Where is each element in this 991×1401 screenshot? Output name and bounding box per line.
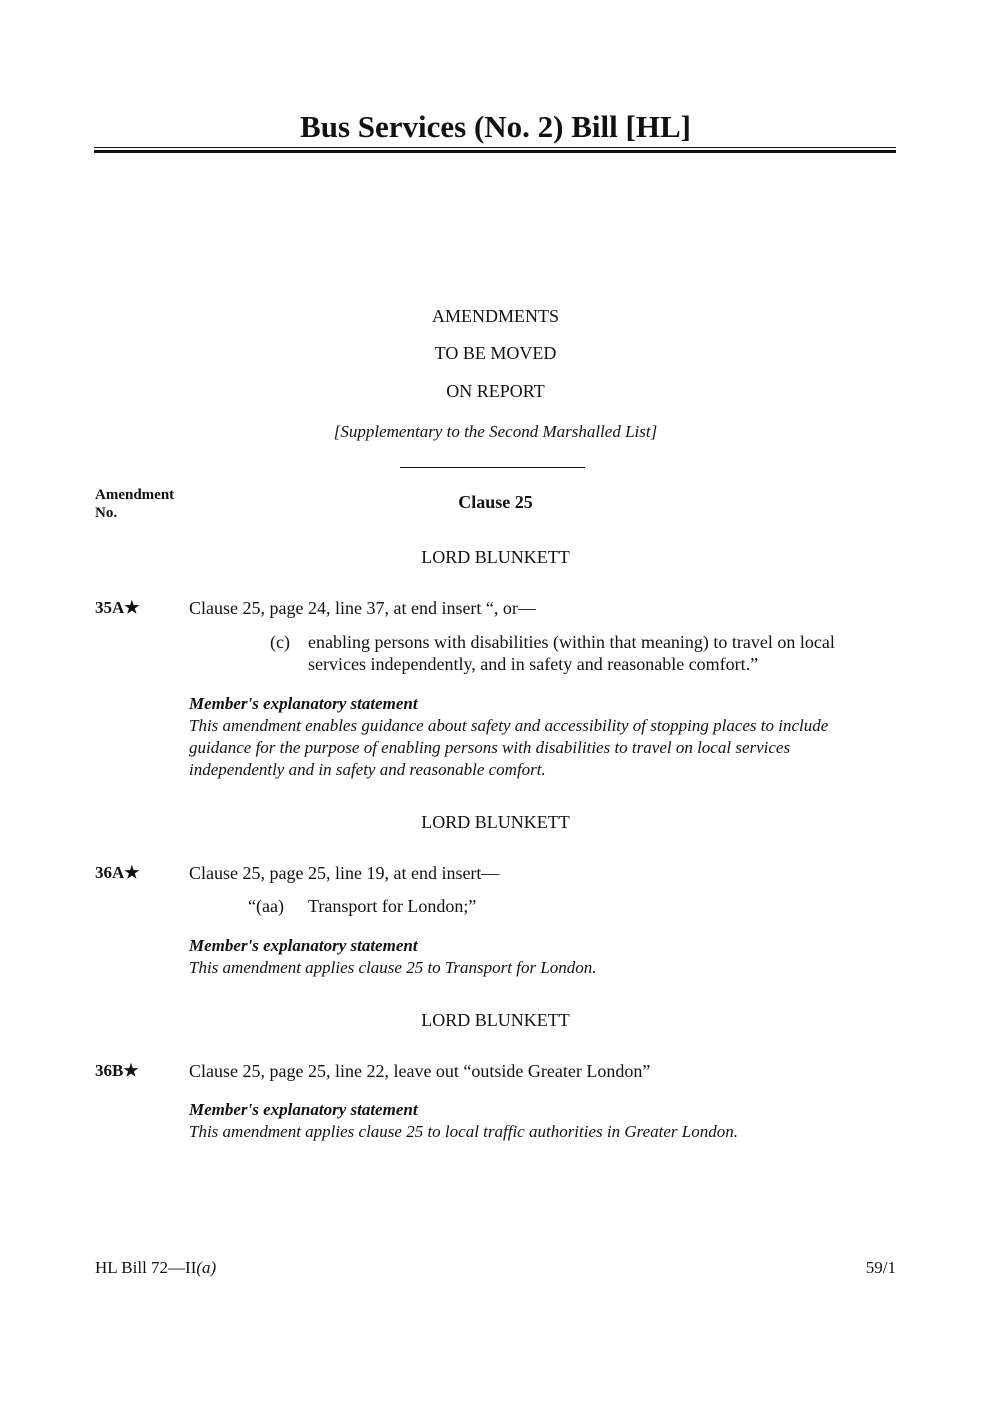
subheading: [Supplementary to the Second Marshalled List] bbox=[333, 422, 658, 441]
title-rule-thin bbox=[94, 147, 896, 148]
divider bbox=[400, 467, 585, 468]
bill-title: Bus Services (No. 2) Bill [HL] bbox=[300, 109, 691, 144]
heading-line-3: ON REPORT bbox=[446, 381, 545, 401]
heading-line-1: AMENDMENTS bbox=[431, 306, 559, 326]
amendment-number: 35A★ bbox=[95, 598, 140, 617]
amendment-number: 36A★ bbox=[95, 863, 140, 882]
amendment-number: 36B★ bbox=[95, 1061, 139, 1080]
clause-heading: Clause 25 bbox=[458, 492, 533, 512]
heading-line-2: TO BE MOVED bbox=[434, 343, 557, 363]
amendment-no-label-2: No. bbox=[95, 505, 118, 521]
footer-bill-suffix: (a) bbox=[196, 1258, 217, 1277]
amendment-text: Clause 25, page 25, line 22, leave out “outside Greater London” bbox=[189, 1061, 651, 1081]
mover-name: LORD BLUNKETT bbox=[421, 547, 570, 567]
insert-line: Transport for London;” bbox=[308, 896, 477, 916]
insert-line: services independently, and in safety and reasonable comfort.” bbox=[308, 654, 759, 674]
amendment-text: Clause 25, page 24, line 37, at end insert “, or— bbox=[189, 598, 536, 618]
mover-name: LORD BLUNKETT bbox=[421, 1010, 570, 1030]
statement-title: Member's explanatory statement bbox=[189, 936, 418, 955]
amendment-text: Clause 25, page 25, line 19, at end insert— bbox=[189, 863, 500, 883]
footer-page-ref: 59/1 bbox=[865, 1258, 896, 1277]
title-rule-thick bbox=[94, 150, 896, 153]
footer-bill-number: HL Bill 72—II bbox=[95, 1258, 197, 1277]
amendment-no-label-1: Amendment bbox=[95, 487, 175, 503]
footer-bill-ref bbox=[95, 1257, 216, 1279]
statement-line: This amendment applies clause 25 to Transport for London. bbox=[189, 958, 597, 977]
statement-line: guidance for the purpose of enabling persons with disabilities to travel on local services bbox=[189, 738, 791, 757]
statement-line: independently and in safety and reasonable comfort. bbox=[189, 760, 546, 779]
statement-title: Member's explanatory statement bbox=[189, 694, 418, 713]
insert-line: enabling persons with disabilities (within that meaning) to travel on local bbox=[308, 632, 835, 652]
insert-label: “(aa) bbox=[248, 896, 284, 916]
statement-line: This amendment enables guidance about safety and accessibility of stopping places to include bbox=[189, 716, 829, 735]
mover-name: LORD BLUNKETT bbox=[421, 812, 570, 832]
statement-title: Member's explanatory statement bbox=[189, 1100, 418, 1119]
statement-line: This amendment applies clause 25 to local traffic authorities in Greater London. bbox=[189, 1122, 739, 1141]
insert-label: (c) bbox=[270, 632, 290, 652]
